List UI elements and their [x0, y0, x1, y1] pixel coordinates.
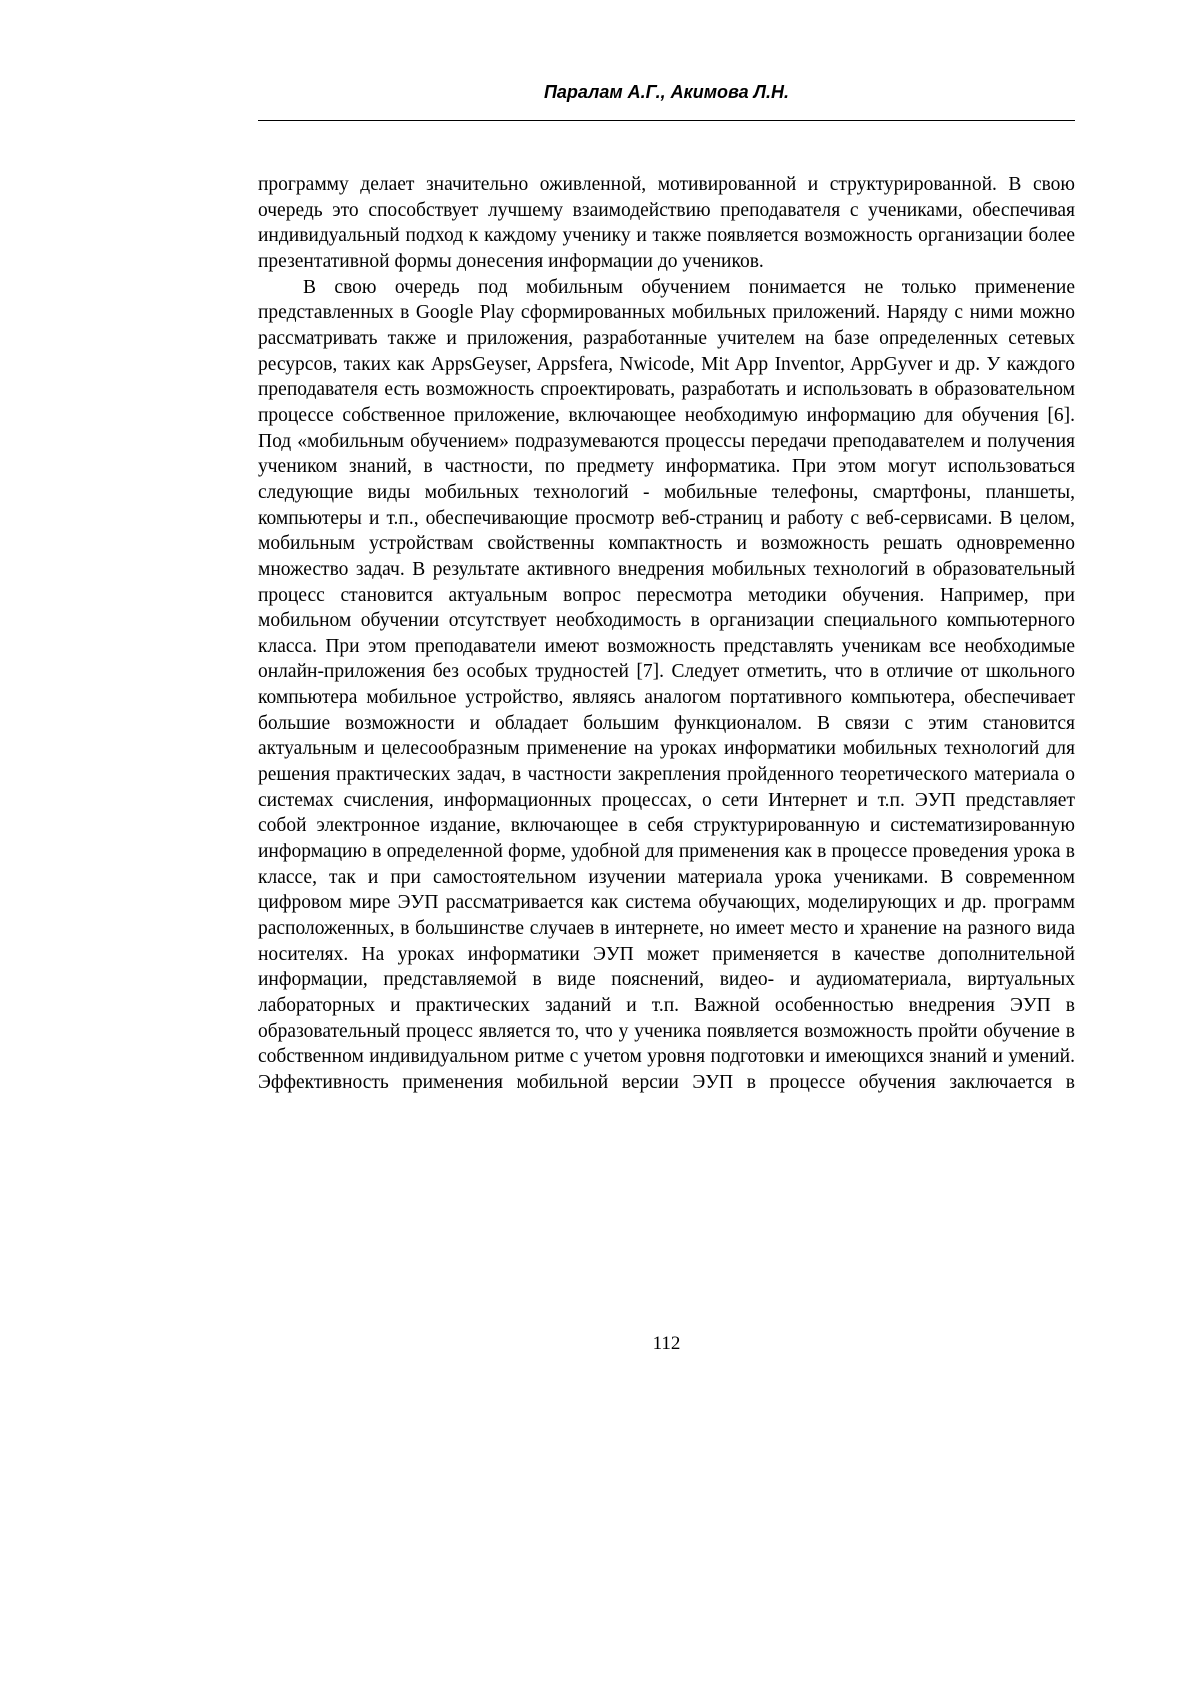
- paragraph-mobile-learning: В свою очередь под мобильным обучением понимается не только применение представленных в Google Play сформированных мобильных приложений. Наряду с ними можно рассматривать также и приложения, разработанные учителем на базе определенных сетевых ресурсов, таких как AppsGeyser, Appsfera, Nwicode, Mit App Inventor, AppGyver и др. У каждого преподавателя есть возможность спроектировать, разработать и использовать в образовательном процессе собственное приложение, включающее необходимую информацию для обучения [6]. Под «мобильным обучением» подразумеваются процессы передачи преподавателем и получения учеником знаний, в частности, по предмету информатика. При этом могут использоваться следующие виды мобильных технологий - мобильные телефоны, смартфоны, планшеты, компьютеры и т.п., обеспечивающие просмотр веб-страниц и работу с веб-сервисами. В целом, мобильным устройствам свойственны компактность и возможность решать одновременно множество задач. В результате активного внедрения мобильных технологий в образовательный процесс становится актуальным вопрос пересмотра методики обучения. Например, при мобильном обучении отсутствует необходимость в организации специального компьютерного класса. При этом преподаватели имеют возможность представлять ученикам все необходимые онлайн-приложения без особых трудностей [7]. Следует отметить, что в отличие от школьного компьютера мобильное устройство, являясь аналогом портативного компьютера, обеспечивает большие возможности и обладает большим функционалом. В связи с этим становится актуальным и целесообразным применение на уроках информатики мобильных технологий для решения практических задач, в частности закрепления пройденного теоретического материала о системах счисления, информационных процессах, о сети Интернет и т.п. ЭУП представляет собой электронное издание, включающее в себя структурированную и систематизированную информацию в определенной форме, удобной для применения как в процессе проведения урока в классе, так и при самостоятельном изучении материала урока учениками. В современном цифровом мире ЭУП рассматривается как система обучающих, моделирующих и др. программ расположенных, в большинстве случаев в интернете, но имеет место и хранение на разного вида носителях. На уроках информатики ЭУП может применяется в качестве дополнительной информации, представляемой в виде пояснений, видео- и аудиоматериала, виртуальных лабораторных и практических заданий и т.п. Важной особенностью внедрения ЭУП в образовательный процесс является то, что у ученика появляется возможность пройти обучение в собственном индивидуальном ритме с учетом уровня подготовки и имеющихся знаний и умений. Эффективность применения мобильной версии ЭУП в процессе обучения заключается в: [258, 276, 1075, 1093]
- paragraph-continuation: программу делает значительно оживленной, мотивированной и структурированной. В свою очередь это способствует лучшему взаимодействию преподавателя с учениками, обеспечивая индивидуальный подход к каждому ученику и также появляется возможность организации более презентативной формы донесения информации до учеников.: [258, 174, 1075, 272]
- running-header-authors: Паралам А.Г., Акимова Л.Н.: [543, 82, 790, 102]
- page-number: 112: [652, 1333, 681, 1354]
- body-text: [258, 172, 1075, 1096]
- header-divider: [258, 120, 1075, 121]
